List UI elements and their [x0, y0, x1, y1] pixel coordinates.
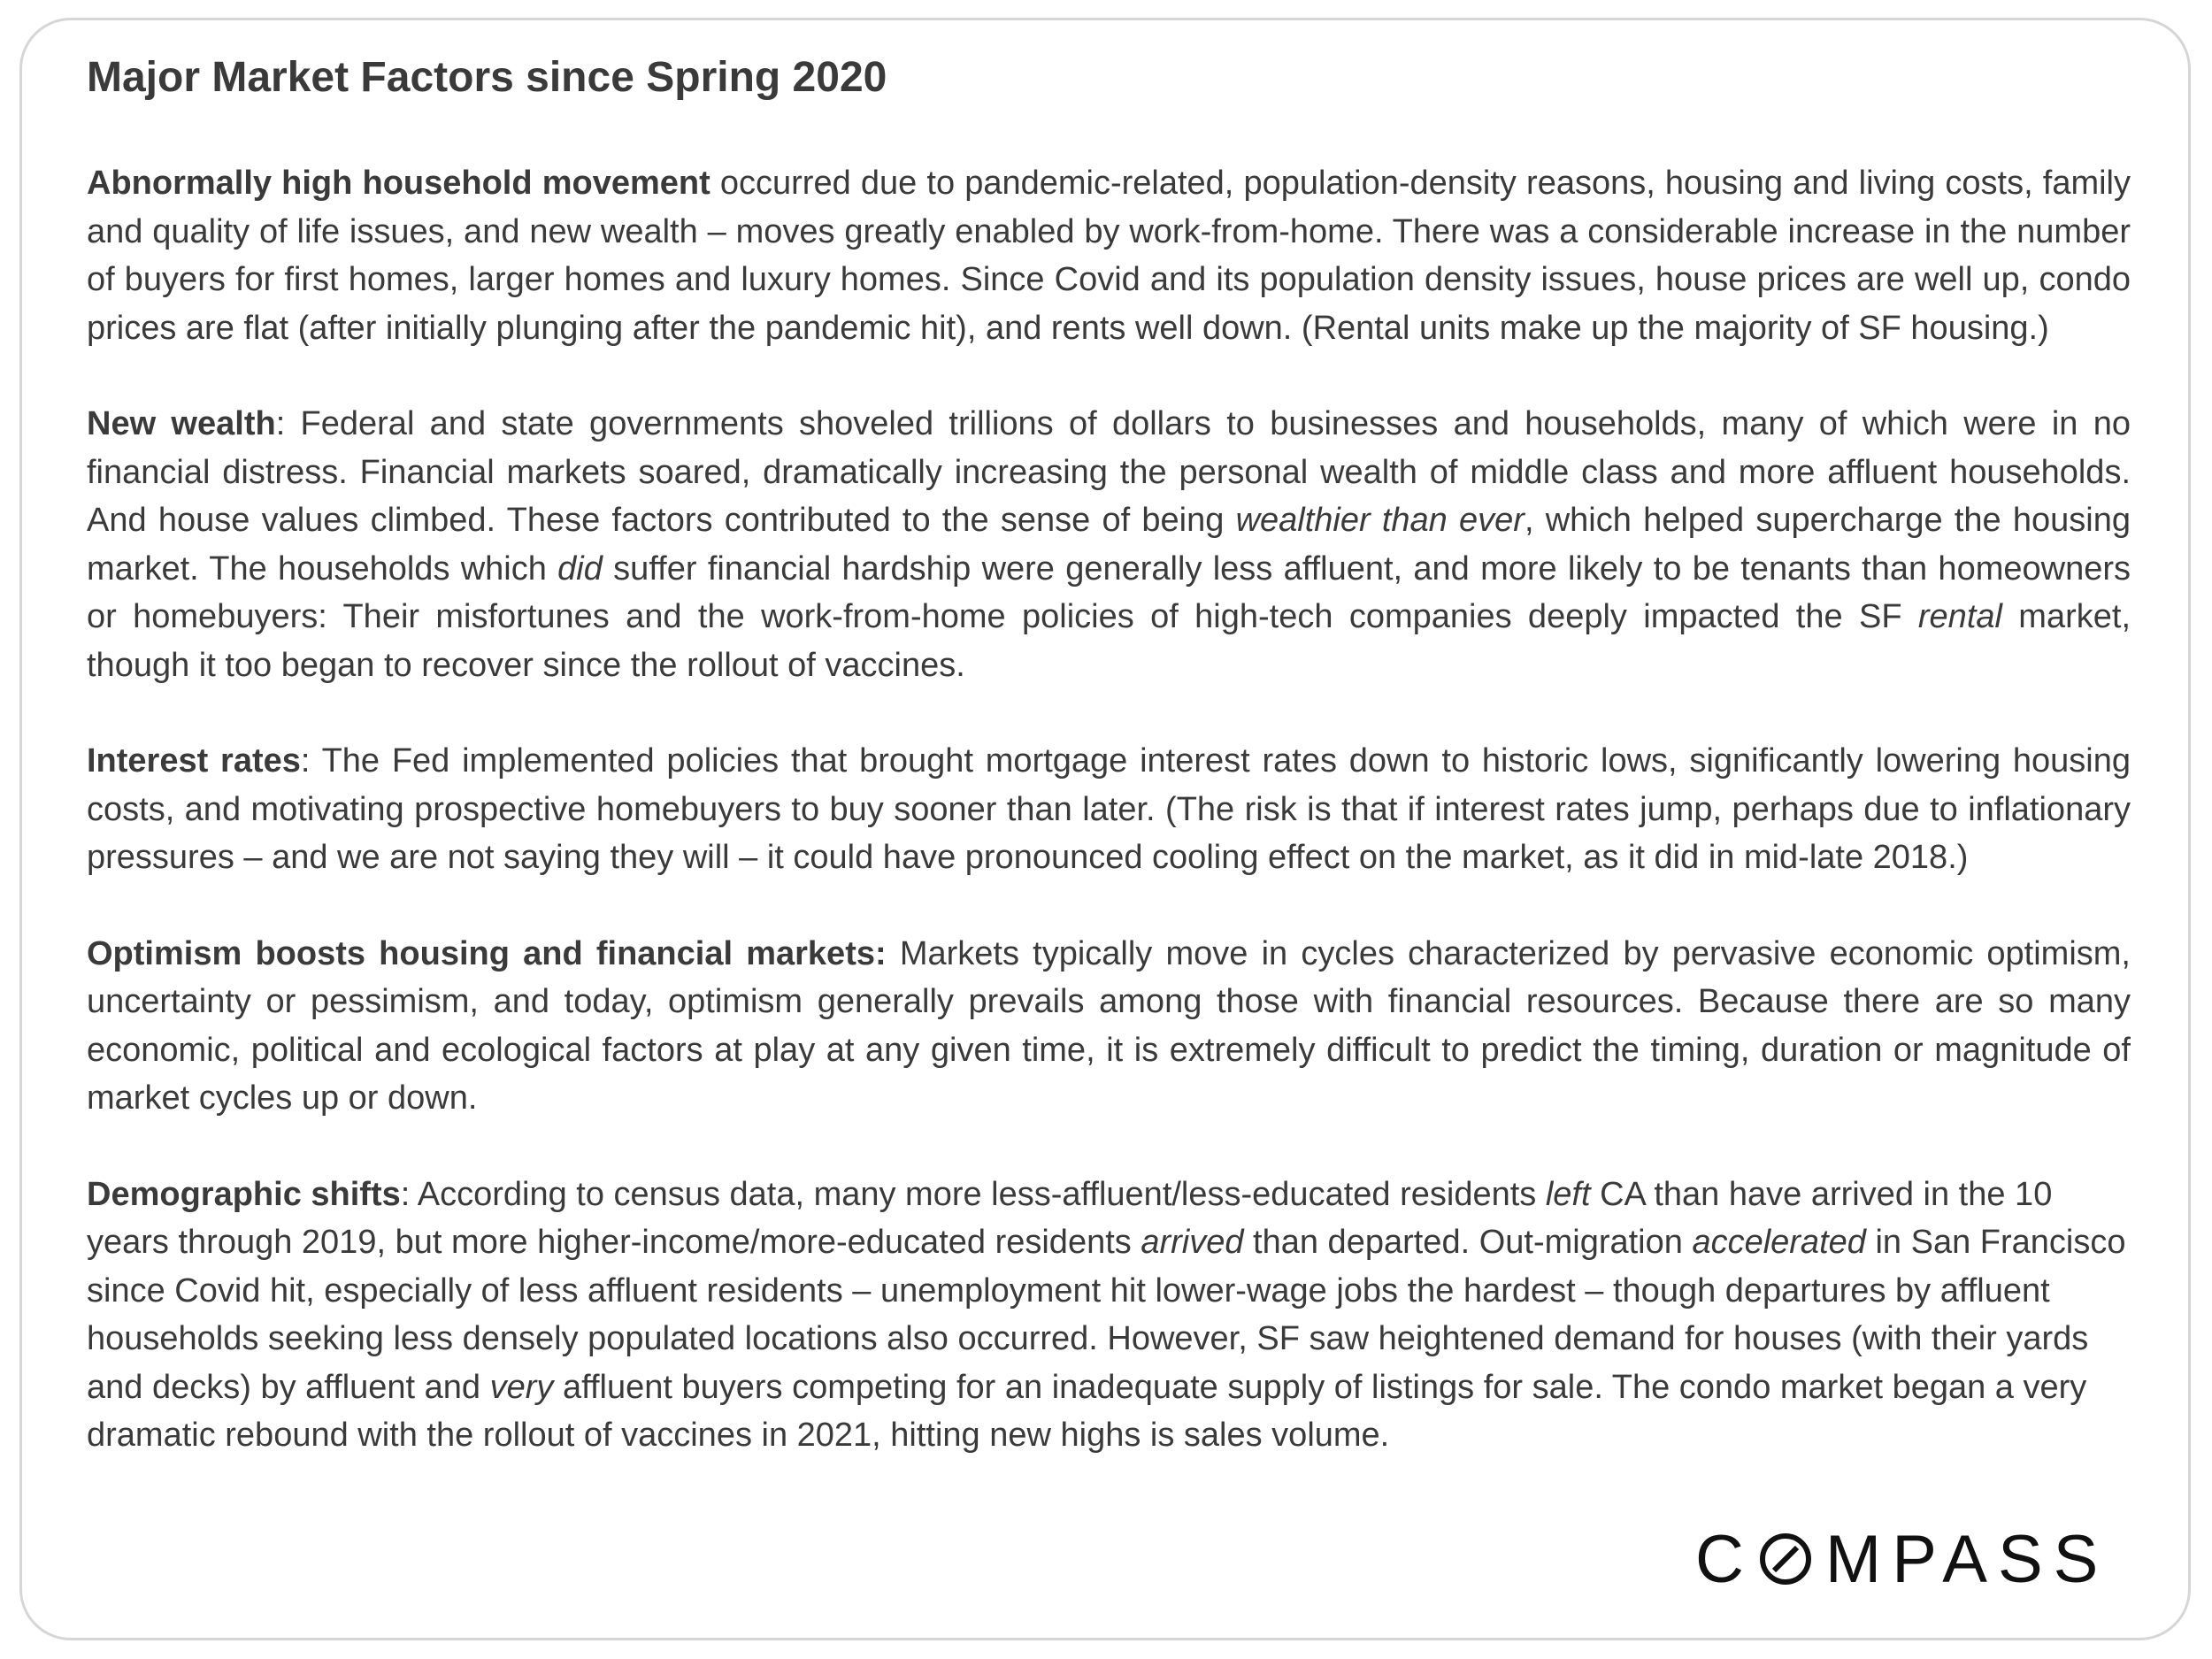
emphasis-text: wealthier than ever — [1235, 502, 1525, 539]
emphasis-text: left — [1545, 1175, 1591, 1213]
paragraph-text: market, though it too began to recover since the rollout of vaccines. — [87, 598, 2131, 684]
paragraph-text: : Federal and state governments shoveled trillions of dollars to businesses and households, many of which were in no financial distress. Financial markets soared, dramatically increasing the personal wealth of middle class and more affluent households. And house values climbed. These factors contributed to the sense of being — [87, 405, 2131, 539]
paragraph-heading: Demographic shifts — [87, 1175, 401, 1213]
body-text — [87, 159, 2131, 1508]
paragraph-heading: Interest rates — [87, 742, 301, 780]
paragraph-text: affluent buyers competing for an inadequate supply of listings for sale. The condo market began a very dramatic rebound with the rollout of vaccines in 2021, hitting new highs is sales volume. — [87, 1368, 2087, 1454]
paragraph-text: : According to census data, many more less-affluent/less-educated residents — [400, 1175, 1546, 1213]
paragraph-text: Markets typically move in cycles characterized by pervasive economic optimism, uncertainty or pessimism, and today, optimism generally prevails among those with financial resources. Because there are so many economic, political and ecological factors at play at any given time, it is extremely difficult to predict the timing, duration or magnitude of market cycles up or down. — [87, 934, 2131, 1117]
paragraph-text: in San Francisco since Covid hit, especially of less affluent residents – unemployment hit lower-wage jobs the hardest – though departures by affluent households seeking less densely populated locations also occurred. However, SF saw heightened demand for houses (with their yards and decks) by affluent and — [87, 1224, 2126, 1406]
emphasis-text: rental — [1917, 598, 2002, 635]
paragraph-interest-rates — [87, 737, 2131, 882]
paragraph-text: than departed. Out-migration — [1243, 1224, 1693, 1261]
emphasis-text: arrived — [1141, 1224, 1244, 1261]
paragraph-heading: Abnormally high household movement — [87, 165, 710, 202]
paragraph-optimism — [87, 930, 2131, 1123]
paragraph-text: : The Fed implemented policies that brought mortgage interest rates down to historic lows, significantly lowering housing costs, and motivating prospective homebuyers to buy sooner than later. (The risk is that if interest rates jump, perhaps due to inflationary pressures – and we are not saying they will – it could have pronounced cooling effect on the market, as it did in mid-late 2018.) — [87, 742, 2131, 876]
paragraph-demographic-shifts — [87, 1171, 2131, 1460]
paragraph-heading: Optimism boosts housing and financial markets: — [87, 934, 887, 972]
paragraph-text: occurred due to pandemic-related, population-density reasons, housing and living costs, family and quality of life issues, and new wealth – moves greatly enabled by work-from-home. There was a considerable increase in the number of buyers for first homes, larger homes and luxury homes. Since Covid and its population density issues, house prices are well up, condo prices are flat (after initially plunging after the pandemic hit), and rents well down. (Rental units make up the majority of SF housing.) — [87, 165, 2131, 347]
compass-o-icon — [1758, 1532, 1813, 1586]
logo-letter-c: C — [1695, 1521, 1755, 1597]
paragraph-new-wealth — [87, 400, 2131, 689]
paragraph-text: suffer financial hardship were generally less affluent, and more likely to be tenants than homeowners or homebuyers: Their misfortunes and the work-from-home policies of high-tech companies deeply impacted the SF — [87, 549, 2131, 635]
emphasis-text: very — [489, 1368, 554, 1406]
logo-letters-mpass: MPASS — [1824, 1521, 2109, 1597]
paragraph-text: CA than have arrived in the 10 years through 2019, but more higher-income/more-educated residents — [87, 1175, 2053, 1261]
paragraph-text: , which helped supercharge the housing market. The households which — [87, 502, 2131, 588]
compass-logo — [1695, 1521, 2109, 1597]
emphasis-text: did — [557, 549, 603, 588]
paragraph-heading: New wealth — [87, 405, 276, 442]
page-title: Major Market Factors since Spring 2020 — [87, 54, 887, 101]
emphasis-text: accelerated — [1692, 1224, 1866, 1261]
paragraph-household-movement — [87, 159, 2131, 352]
